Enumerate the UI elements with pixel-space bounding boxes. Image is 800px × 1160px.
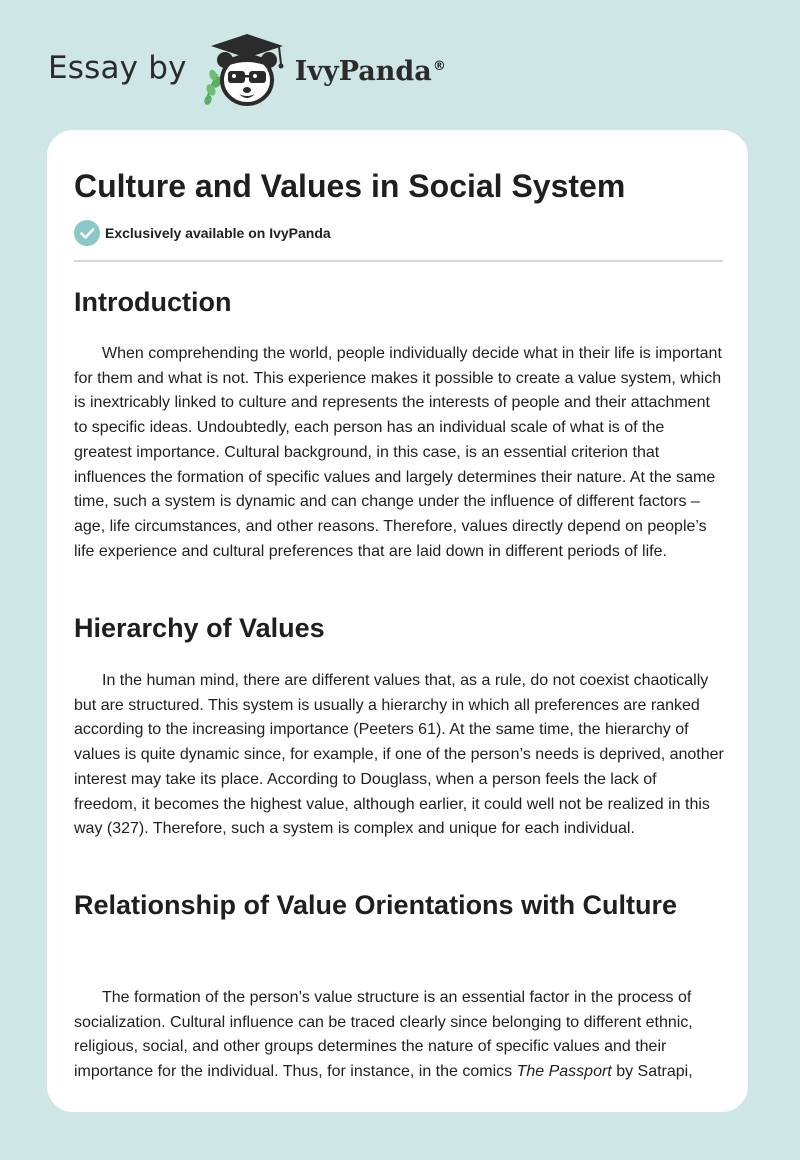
section-paragraph-hierarchy: In the human mind, there are different values that, as a rule, do not coexist chaotically but are structured. This system is usually a hierarchy in which all preferences are ranked according to the increasing importance (Peeters 61). At the same time, the hierarchy of values is quite dynamic since, for example, if one of the person’s needs is deprived, another interest may take its place. According to Douglass, when a person feels the lack of freedom, it becomes the highest value, although earlier, it could well not be realized in this way (327). Therefore, such a system is complex and unique for each individual. — [74, 672, 724, 838]
section-heading-introduction: Introduction — [74, 287, 232, 317]
brand-header — [48, 30, 446, 110]
page-title: Culture and Values in Social System — [74, 168, 626, 204]
exclusive-badge — [74, 220, 331, 246]
brand-name: IvyPanda® — [294, 55, 446, 87]
check-circle-icon — [74, 220, 100, 246]
article-card — [47, 130, 748, 1112]
brand-prefix: Essay by — [48, 50, 187, 86]
exclusive-label: Exclusively available on IvyPanda — [105, 225, 331, 241]
section-heading-relationship: Relationship of Value Orientations with Culture — [74, 890, 678, 920]
section-heading-hierarchy: Hierarchy of Values — [74, 613, 325, 643]
section-paragraph-introduction: When comprehending the world, people individually decide what in their life is important for them and what is not. This experience makes it possible to create a value system, which is inextricably linked to culture and represents the interests of people and their attachment to specific ideas. Undoubtedly, each person has an individual scale of what is of the greatest importance. Cultural background, in this case, is an essential criterion that influences the formation of specific values and largely determines their nature. At the same time, such a system is dynamic and can change under the influence of different factors – age, life circumstances, and other reasons. Therefore, values directly depend on people’s life experience and cultural preferences that are laid down in different periods of life. — [74, 345, 722, 560]
section-paragraph-relationship: The formation of the person’s value structure is an essential factor in the process of socialization. Cultural influence can be traced clearly since belonging to different ethnic, religious, social, and other groups determines the nature of specific values and their importance for the individual. Thus, for instance, in the comics The Passport by Satrapi, — [74, 989, 693, 1081]
panda-logo-icon — [201, 30, 293, 110]
divider — [74, 260, 723, 262]
book-title: The Passport — [516, 1063, 612, 1081]
registered-mark: ® — [432, 58, 446, 74]
